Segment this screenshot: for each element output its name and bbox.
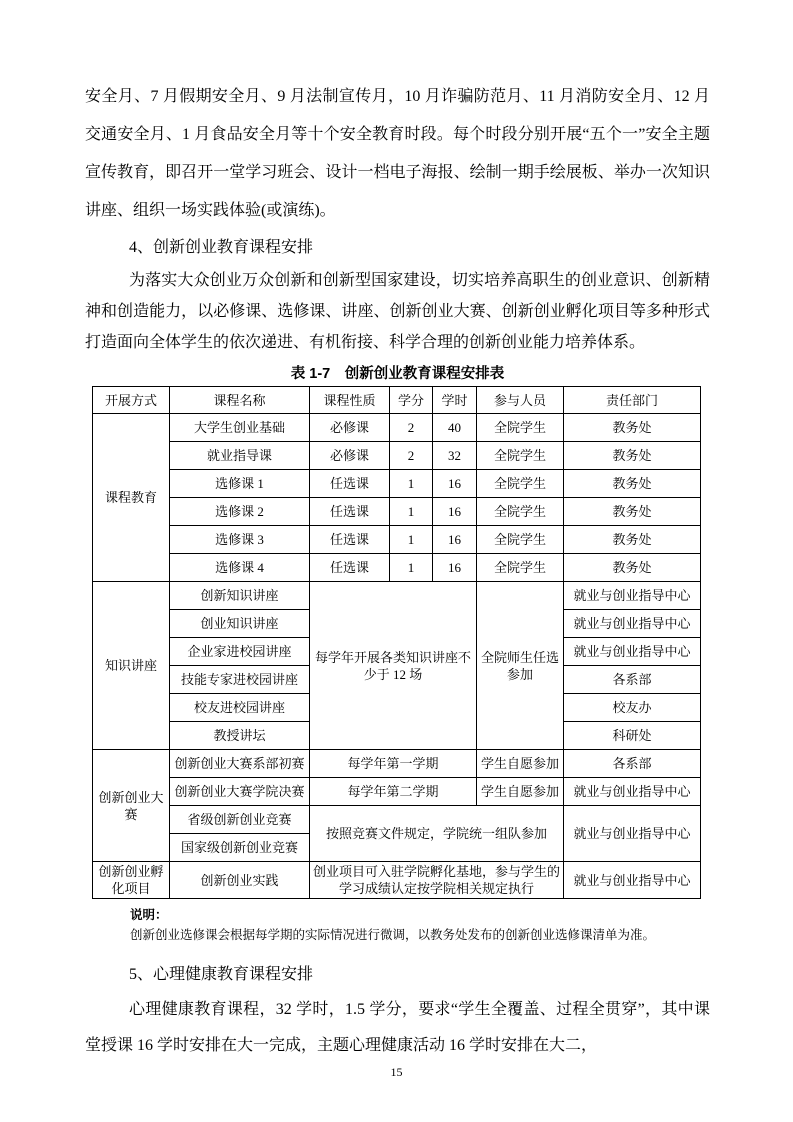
table-row xyxy=(93,750,701,778)
competition-schedule-cell: 每学年第一学期 xyxy=(310,750,477,778)
participants-cell: 全院学生 xyxy=(477,470,564,498)
column-header-credits: 学分 xyxy=(390,387,433,414)
table-notes xyxy=(130,906,710,946)
course-name-cell: 创业知识讲座 xyxy=(170,610,310,638)
course-name-cell: 创新创业大赛系部初赛 xyxy=(170,750,310,778)
table-row xyxy=(93,442,701,470)
department-cell: 教务处 xyxy=(564,414,701,442)
department-cell: 各系部 xyxy=(564,666,701,694)
table-row xyxy=(93,582,701,610)
table-title: 表 1-7 创新创业教育课程安排表 xyxy=(290,366,505,382)
participants-cell: 全院学生 xyxy=(477,414,564,442)
course-nature-cell: 任选课 xyxy=(310,526,390,554)
participants-cell: 学生自愿参加 xyxy=(477,750,564,778)
course-name-cell: 大学生创业基础 xyxy=(170,414,310,442)
column-header-nature: 课程性质 xyxy=(310,387,390,414)
paragraph-safety-months: 安全月、7 月假期安全月、9 月法制宣传月，10 月诈骗防范月、11 月消防安全月、12 月交通安全月、1 月食品安全月等十个安全教育时段。每个时段分别开展“五个一”安全主题宣传教育，即召开一堂学习班会、设计一档电子海报、绘制一期手绘展板、举办一次知识讲座、组织一场实践体验(或演练)。 xyxy=(85,88,710,219)
department-cell: 各系部 xyxy=(564,750,701,778)
column-header-hours: 学时 xyxy=(433,387,477,414)
participants-cell: 全院学生 xyxy=(477,526,564,554)
competition-schedule-cell: 每学年第二学期 xyxy=(310,778,477,806)
paragraph-innovation-intro: 为落实大众创业万众创新和创新型国家建设，切实培养高职生的创业意识、创新精神和创造能力，以必修课、选修课、讲座、创新创业大赛、创新创业孵化项目等多种形式打造面向全体学生的依次递进、有机衔接、科学合理的创新创业能力培养体系。 xyxy=(85,272,710,351)
department-cell: 就业与创业指导中心 xyxy=(564,638,701,666)
course-name-cell: 企业家进校园讲座 xyxy=(170,638,310,666)
course-name-cell: 选修课 1 xyxy=(170,470,310,498)
table-row xyxy=(93,414,701,442)
course-name-cell: 校友进校园讲座 xyxy=(170,694,310,722)
column-header-course: 课程名称 xyxy=(170,387,310,414)
department-cell: 校友办 xyxy=(564,694,701,722)
participants-cell: 学生自愿参加 xyxy=(477,778,564,806)
course-name-cell: 选修课 2 xyxy=(170,498,310,526)
course-nature-cell: 必修课 xyxy=(310,442,390,470)
competition-joint-note-cell: 按照竞赛文件规定，学院统一组队参加 xyxy=(310,806,564,862)
course-name-cell: 选修课 3 xyxy=(170,526,310,554)
table-row xyxy=(93,498,701,526)
course-name-cell: 国家级创新创业竞赛 xyxy=(170,834,310,862)
participants-cell: 全院学生 xyxy=(477,498,564,526)
hours-cell: 16 xyxy=(433,470,477,498)
table-row xyxy=(93,778,701,806)
participants-cell: 全院师生任选参加 xyxy=(477,582,564,750)
hours-cell: 40 xyxy=(433,414,477,442)
course-nature-cell: 任选课 xyxy=(310,554,390,582)
credits-cell: 1 xyxy=(390,498,433,526)
table-row xyxy=(93,554,701,582)
page-number: 15 xyxy=(390,1065,403,1079)
table-row xyxy=(93,862,701,899)
course-schedule-table xyxy=(92,386,701,899)
section-heading-5: 5、心理健康教育课程安排 xyxy=(129,966,314,983)
section-method-cell: 创新创业孵化项目 xyxy=(93,862,170,899)
notes-label: 说明： xyxy=(130,908,168,922)
table-row xyxy=(93,526,701,554)
hours-cell: 32 xyxy=(433,442,477,470)
department-cell: 就业与创业指导中心 xyxy=(564,806,701,862)
course-name-cell: 技能专家进校园讲座 xyxy=(170,666,310,694)
course-name-cell: 选修课 4 xyxy=(170,554,310,582)
section-method-cell: 课程教育 xyxy=(93,414,170,582)
column-header-method: 开展方式 xyxy=(93,387,170,414)
department-cell: 教务处 xyxy=(564,470,701,498)
department-cell: 教务处 xyxy=(564,526,701,554)
course-name-cell: 省级创新创业竞赛 xyxy=(170,806,310,834)
course-name-cell: 创新创业实践 xyxy=(170,862,310,899)
participants-cell: 全院学生 xyxy=(477,442,564,470)
credits-cell: 2 xyxy=(390,414,433,442)
credits-cell: 1 xyxy=(390,554,433,582)
course-name-cell: 创新知识讲座 xyxy=(170,582,310,610)
department-cell: 就业与创业指导中心 xyxy=(564,582,701,610)
paragraph-mental-health: 心理健康教育课程，32 学时，1.5 学分，要求“学生全覆盖、过程全贯穿”，其中课堂授课 16 学时安排在大一完成，主题心理健康活动 16 学时安排在大二， xyxy=(85,1001,710,1054)
lecture-schedule-cell: 每学年开展各类知识讲座不少于 12 场 xyxy=(310,582,477,750)
course-name-cell: 创新创业大赛学院决赛 xyxy=(170,778,310,806)
credits-cell: 1 xyxy=(390,470,433,498)
course-nature-cell: 任选课 xyxy=(310,498,390,526)
incubation-note-cell: 创业项目可入驻学院孵化基地，参与学生的学习成绩认定按学院相关规定执行 xyxy=(310,862,564,899)
department-cell: 就业与创业指导中心 xyxy=(564,610,701,638)
page-content xyxy=(85,78,710,1064)
column-header-department: 责任部门 xyxy=(564,387,701,414)
department-cell: 就业与创业指导中心 xyxy=(564,778,701,806)
table-header-row xyxy=(93,387,701,414)
hours-cell: 16 xyxy=(433,554,477,582)
course-nature-cell: 任选课 xyxy=(310,470,390,498)
section-heading-4: 4、创新创业教育课程安排 xyxy=(129,239,314,256)
department-cell: 就业与创业指导中心 xyxy=(564,862,701,899)
department-cell: 科研处 xyxy=(564,722,701,750)
course-name-cell: 教授讲坛 xyxy=(170,722,310,750)
credits-cell: 1 xyxy=(390,526,433,554)
section-method-cell: 创新创业大赛 xyxy=(93,750,170,862)
participants-cell: 全院学生 xyxy=(477,554,564,582)
hours-cell: 16 xyxy=(433,526,477,554)
notes-text: 创新创业选修课会根据每学期的实际情况进行微调，以教务处发布的创新创业选修课清单为准。 xyxy=(130,928,656,942)
section-method-cell: 知识讲座 xyxy=(93,582,170,750)
table-row xyxy=(93,806,701,834)
table-row xyxy=(93,470,701,498)
hours-cell: 16 xyxy=(433,498,477,526)
credits-cell: 2 xyxy=(390,442,433,470)
department-cell: 教务处 xyxy=(564,554,701,582)
department-cell: 教务处 xyxy=(564,442,701,470)
department-cell: 教务处 xyxy=(564,498,701,526)
course-name-cell: 就业指导课 xyxy=(170,442,310,470)
course-nature-cell: 必修课 xyxy=(310,414,390,442)
column-header-participants: 参与人员 xyxy=(477,387,564,414)
